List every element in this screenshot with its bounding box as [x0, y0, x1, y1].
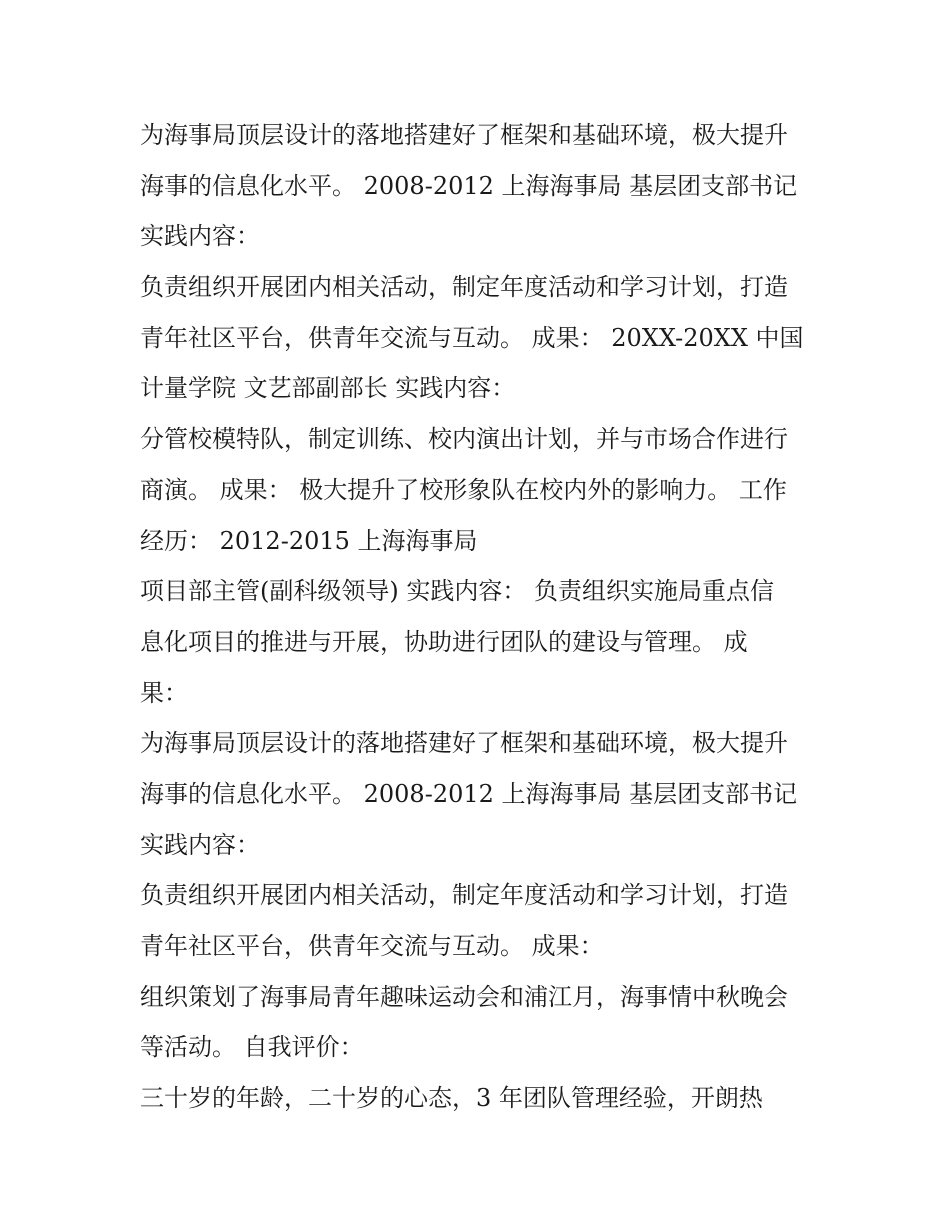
- text-line: 负责组织开展团内相关活动，制定年度活动和学习计划，打造: [140, 881, 788, 910]
- text-line: 海事的信息化水平。 2008-2012 上海海事局 基层团支部书记: [140, 171, 798, 200]
- text-line: 青年社区平台，供青年交流与互动。 成果： 20XX-20XX 中国: [140, 323, 804, 352]
- text-line: 三十岁的年龄，二十岁的心态，3 年团队管理经验，开朗热: [140, 1084, 763, 1113]
- text-line: 计量学院 文艺部副部长 实践内容：: [140, 374, 516, 403]
- text-line: 负责组织开展团内相关活动，制定年度活动和学习计划，打造: [140, 273, 788, 302]
- text-line: 果：: [140, 678, 188, 707]
- text-line: 项目部主管(副科级领导) 实践内容： 负责组织实施局重点信: [140, 577, 774, 606]
- text-line: 海事的信息化水平。 2008-2012 上海海事局 基层团支部书记: [140, 779, 798, 808]
- text-line: 为海事局顶层设计的落地搭建好了框架和基础环境，极大提升: [140, 121, 788, 149]
- text-line: 等活动。 自我评价：: [140, 1033, 364, 1062]
- text-line: 组织策划了海事局青年趣味运动会和浦江月，海事情中秋晚会: [140, 982, 788, 1011]
- text-line: 分管校模特队，制定训练、校内演出计划，并与市场合作进行: [140, 425, 788, 454]
- document-body: [140, 110, 820, 1124]
- text-line: 商演。 成果： 极大提升了校形象队在校内外的影响力。 工作: [140, 475, 787, 504]
- text-line: 青年社区平台，供青年交流与互动。 成果：: [140, 932, 604, 960]
- text-line: 经历： 2012-2015 上海海事局: [140, 526, 478, 555]
- text-line: 为海事局顶层设计的落地搭建好了框架和基础环境，极大提升: [140, 729, 788, 758]
- text-line: 实践内容：: [140, 830, 260, 859]
- text-line: 实践内容：: [140, 222, 260, 251]
- text-line: 息化项目的推进与开展，协助进行团队的建设与管理。 成: [140, 627, 748, 656]
